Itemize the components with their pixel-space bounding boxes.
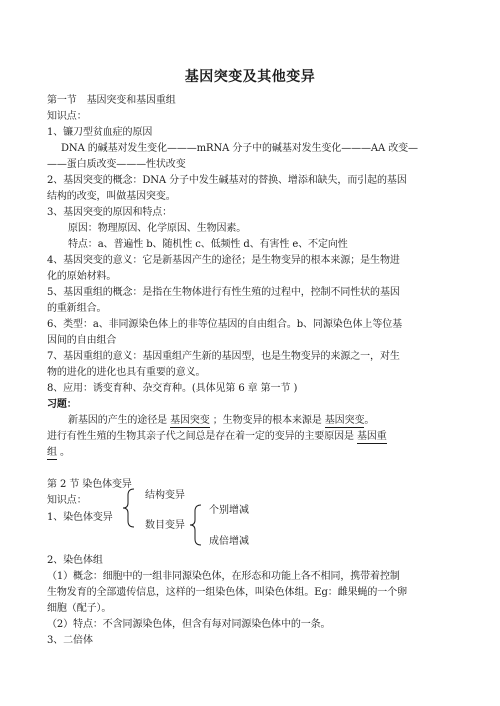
point-8: 8、应用：诱变育种、杂交育种。(具体见第 6 章 第一节 ) xyxy=(47,383,298,394)
point-6-line-a: 6、类型：a、非同源染色体上的非等位基因的自由组合。b、同源染色体上等位基 xyxy=(47,319,403,330)
point-1: 1、镰刀型贫血症的原因 xyxy=(47,127,153,138)
point-4-line-a: 4、基因突变的意义：它是新基因产生的途径；是生物变异的根本来源；是生物进 xyxy=(47,255,400,266)
structural-variation-label: 结构变异 xyxy=(145,490,185,501)
concept-line-a: （1）概念：细胞中的一组非同源染色体，在形态和功能上各不相同，携带着控制 xyxy=(47,571,400,582)
point-5-line-b: 的重新组合。 xyxy=(47,303,107,314)
point-5-line-a: 5、基因重组的概念：是指在生物体进行有性生殖的过程中，控制不同性状的基因 xyxy=(47,287,400,298)
concept-line-c: 细胞（配子）。 xyxy=(47,603,112,614)
concept-line-b: 生物发育的全部遗传信息，这样的一组染色体，叫染色体组。Eg：雌果蝇的一个卵 xyxy=(47,587,408,598)
exercise-line-2 xyxy=(47,430,462,444)
point-4-line-b: 化的原始材料。 xyxy=(47,271,117,282)
exercise-line-3 xyxy=(47,446,462,460)
point-3-causes: 原因：物理原因、化学原因、生物因素。 xyxy=(68,223,247,234)
point-6-line-b: 因间的自由组合 xyxy=(47,335,117,346)
document-title: 基因突变及其他变异 xyxy=(184,69,316,85)
exercise-text: 进行有性生殖的生物其亲子代之间总是存在着一定的变异的主要原因是 xyxy=(47,431,357,442)
point-3-features: 特点：a、普遍性 b、随机性 c、低频性 d、有害性 e、不定向性 xyxy=(68,239,348,250)
section2-heading: 第 2 节 染色体变异 xyxy=(47,479,132,490)
exercise-text: 。 xyxy=(364,415,375,426)
point-1-line-b: ——蛋白质改变———性状改变 xyxy=(47,159,186,170)
point-2-line-b: 结构的改变，叫做基因突变。 xyxy=(47,191,176,202)
exercise-line-1 xyxy=(68,414,483,428)
individual-change-label: 个别增减 xyxy=(209,505,249,516)
chromosome-variation-label: 1、染色体变异 xyxy=(47,512,113,523)
left-brace-icon xyxy=(118,487,140,529)
knowledge-label: 知识点： xyxy=(47,495,87,506)
left-brace-icon xyxy=(185,503,207,547)
answer-blank: 组 xyxy=(47,447,57,458)
exercise-heading: 习题： xyxy=(47,399,77,410)
point-7-line-b: 物的进化的进化也具有重要的意义。 xyxy=(47,367,206,378)
answer-blank: 基因突变 xyxy=(324,415,365,426)
point-3: 3、基因突变的原因和特点： xyxy=(47,207,173,218)
chromosome-set-heading: 2、染色体组 xyxy=(47,555,103,566)
exercise-text: ；生物变异的根本来源是 xyxy=(209,415,325,426)
answer-blank: 基因重 xyxy=(356,431,387,442)
point-7-line-a: 7、基因重组的意义：基因重组产生新的基因型，也是生物变异的来源之一，对生 xyxy=(47,351,400,362)
features-line: （2）特点：不含同源染色体，但含有每对同源染色体中的一条。 xyxy=(47,619,331,630)
point-2-line-a: 2、基因突变的概念：DNA 分子中发生碱基对的替换、增添和缺失，而引起的基因 xyxy=(47,175,407,186)
exercise-text: 。 xyxy=(56,447,70,458)
knowledge-label: 知识点： xyxy=(47,111,87,122)
point-1-line-a: DNA 的碱基对发生变化———mRNA 分子中的碱基对发生变化———AA 改变— xyxy=(61,143,418,154)
answer-blank: 基因突变 xyxy=(170,415,210,426)
diploid-heading: 3、二倍体 xyxy=(47,635,93,646)
numerical-variation-label: 数目变异 xyxy=(145,520,185,531)
multiple-change-label: 成倍增减 xyxy=(209,536,249,547)
exercise-text: 新基因的产生的途径是 xyxy=(68,415,171,426)
section1-heading: 第一节 基因突变和基因重组 xyxy=(47,95,176,106)
